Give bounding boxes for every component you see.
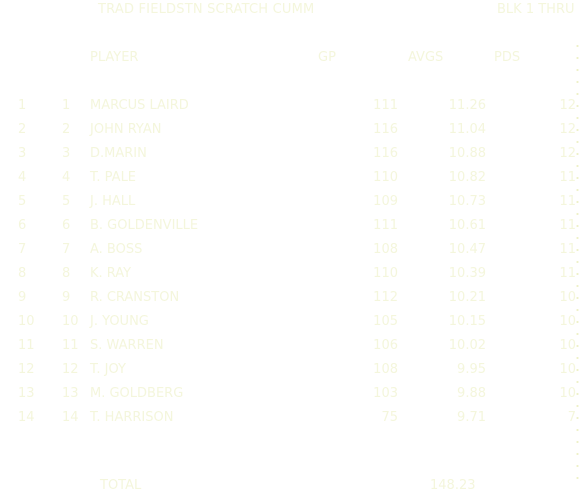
row-number: 3 bbox=[62, 146, 71, 161]
table-row bbox=[0, 386, 579, 410]
column-header-a: GP bbox=[318, 50, 336, 65]
row-value-a: 108 bbox=[373, 242, 398, 257]
table-row bbox=[0, 290, 579, 314]
row-name: M. GOLDBERG bbox=[90, 386, 184, 401]
row-name: B. GOLDENVILLE bbox=[90, 218, 199, 233]
row-number: 2 bbox=[62, 122, 71, 137]
column-header-b: AVGS bbox=[408, 50, 444, 65]
row-rank: 11 bbox=[18, 338, 35, 353]
row-value-b: 11.04 bbox=[448, 122, 486, 137]
row-number: 8 bbox=[62, 266, 71, 281]
row-value-a: 106 bbox=[373, 338, 398, 353]
row-name: J. HALL bbox=[90, 194, 136, 209]
row-number: 7 bbox=[62, 242, 71, 257]
row-value-a: 75 bbox=[381, 410, 398, 425]
row-value-b: 10.15 bbox=[448, 314, 486, 329]
row-name: T. JOY bbox=[90, 362, 126, 377]
row-value-b: 10.21 bbox=[448, 290, 486, 305]
row-value-a: 108 bbox=[373, 362, 398, 377]
row-name: J. YOUNG bbox=[90, 314, 149, 329]
row-rank: 2 bbox=[18, 122, 27, 137]
table-row bbox=[0, 314, 579, 338]
row-value-c: 11 bbox=[559, 242, 576, 257]
table-row bbox=[0, 98, 579, 122]
row-rank: 9 bbox=[18, 290, 27, 305]
table-row bbox=[0, 146, 579, 170]
row-value-b: 10.02 bbox=[448, 338, 486, 353]
table-row bbox=[0, 242, 579, 266]
row-number: 11 bbox=[62, 338, 79, 353]
table-row bbox=[0, 122, 579, 146]
total-value: 148.23 bbox=[430, 478, 476, 493]
row-rank: 13 bbox=[18, 386, 35, 401]
column-header-c: PDS bbox=[494, 50, 521, 65]
row-value-c: 10 bbox=[559, 314, 576, 329]
row-value-b: 10.47 bbox=[448, 242, 486, 257]
row-value-b: 10.61 bbox=[448, 218, 486, 233]
row-rank: 12 bbox=[18, 362, 35, 377]
row-value-c: 12 bbox=[559, 98, 576, 113]
row-value-a: 116 bbox=[373, 122, 398, 137]
row-value-c: 11 bbox=[559, 218, 576, 233]
total-label: TOTAL bbox=[100, 478, 142, 493]
row-value-c: 10 bbox=[559, 386, 576, 401]
row-value-c: 10 bbox=[559, 338, 576, 353]
row-name: JOHN RYAN bbox=[90, 122, 162, 137]
row-rank: 4 bbox=[18, 170, 27, 185]
row-value-c: 11 bbox=[559, 266, 576, 281]
table-row bbox=[0, 218, 579, 242]
row-value-c: 12 bbox=[559, 146, 576, 161]
row-value-b: 10.39 bbox=[448, 266, 486, 281]
row-value-a: 109 bbox=[373, 194, 398, 209]
row-number: 10 bbox=[62, 314, 79, 329]
row-value-b: 9.95 bbox=[457, 362, 486, 377]
row-value-a: 111 bbox=[373, 98, 398, 113]
table-row bbox=[0, 266, 579, 290]
row-value-a: 103 bbox=[373, 386, 398, 401]
row-value-a: 111 bbox=[373, 218, 398, 233]
row-value-c: 7 bbox=[567, 410, 576, 425]
row-name: K. RAY bbox=[90, 266, 132, 281]
row-number: 9 bbox=[62, 290, 71, 305]
row-rank: 10 bbox=[18, 314, 35, 329]
row-value-c: 12 bbox=[559, 122, 576, 137]
row-number: 12 bbox=[62, 362, 79, 377]
row-value-b: 10.88 bbox=[448, 146, 486, 161]
row-rank: 1 bbox=[18, 98, 27, 113]
table-row bbox=[0, 194, 579, 218]
row-rank: 6 bbox=[18, 218, 27, 233]
row-number: 5 bbox=[62, 194, 71, 209]
row-value-b: 10.82 bbox=[448, 170, 486, 185]
row-rank: 7 bbox=[18, 242, 27, 257]
table-row bbox=[0, 362, 579, 386]
row-name: R. CRANSTON bbox=[90, 290, 180, 305]
row-rank: 3 bbox=[18, 146, 27, 161]
row-value-a: 112 bbox=[373, 290, 398, 305]
row-rank: 14 bbox=[18, 410, 35, 425]
row-number: 6 bbox=[62, 218, 71, 233]
row-value-a: 105 bbox=[373, 314, 398, 329]
row-rank: 5 bbox=[18, 194, 27, 209]
table-row bbox=[0, 410, 579, 434]
row-rank: 8 bbox=[18, 266, 27, 281]
column-header-name: PLAYER bbox=[90, 50, 139, 65]
table-row bbox=[0, 170, 579, 194]
row-name: MARCUS LAIRD bbox=[90, 98, 189, 113]
row-value-b: 9.71 bbox=[457, 410, 486, 425]
row-name: T. PALE bbox=[90, 170, 137, 185]
row-name: A. BOSS bbox=[90, 242, 143, 257]
row-number: 1 bbox=[62, 98, 71, 113]
row-value-a: 110 bbox=[373, 266, 398, 281]
row-value-c: 11 bbox=[559, 170, 576, 185]
row-value-b: 11.26 bbox=[448, 98, 486, 113]
row-name: S. WARREN bbox=[90, 338, 164, 353]
row-value-a: 110 bbox=[373, 170, 398, 185]
row-value-c: 10 bbox=[559, 362, 576, 377]
row-number: 13 bbox=[62, 386, 79, 401]
row-value-b: 10.73 bbox=[448, 194, 486, 209]
row-number: 4 bbox=[62, 170, 71, 185]
page-header-title: TRAD FIELDSTN SCRATCH CUMM bbox=[98, 2, 315, 17]
table-row bbox=[0, 338, 579, 362]
row-value-b: 9.88 bbox=[457, 386, 486, 401]
row-number: 14 bbox=[62, 410, 79, 425]
row-value-c: 11 bbox=[559, 194, 576, 209]
row-name: T. HARRISON bbox=[90, 410, 174, 425]
row-value-a: 116 bbox=[373, 146, 398, 161]
row-value-c: 10 bbox=[559, 290, 576, 305]
row-name: D.MARIN bbox=[90, 146, 147, 161]
page-header-right: BLK 1 THRU bbox=[497, 2, 575, 17]
